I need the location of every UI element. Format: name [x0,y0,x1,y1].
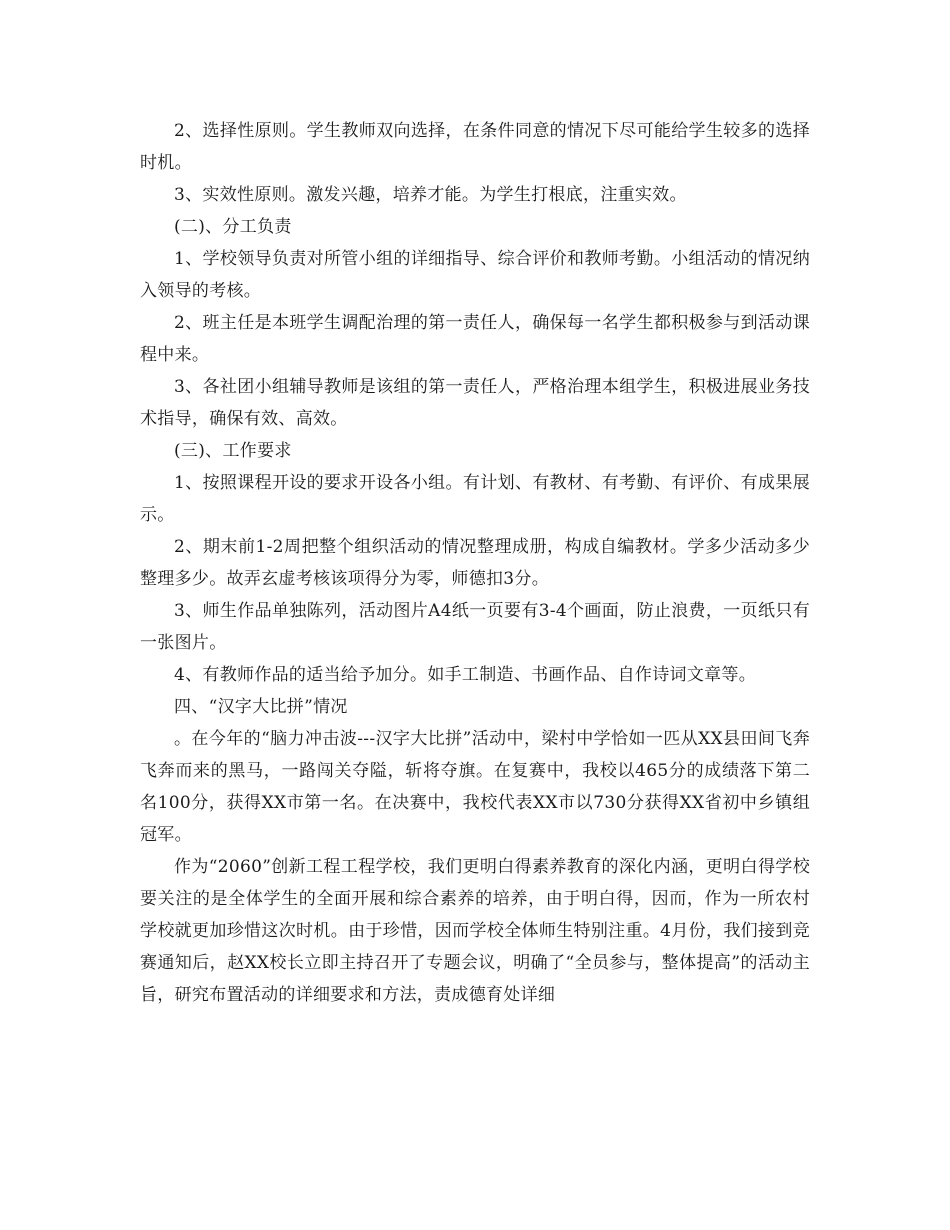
paragraph: 。在今年的“脑力冲击波---汉字大比拼”活动中，梁村中学恰如一匹从XX县田间飞奔飞奔而来的黑马，一路闯关夺隘，斩将夺旗。在复赛中，我校以465分的成绩落下第二名100分，获得XX市第一名。在决赛中，我校代表XX市以730分获得XX省初中乡镇组冠军。 [140,729,810,845]
section-heading: 四、“汉字大比拼”情况 [174,697,348,717]
paragraph: 1、按照课程开设的要求开设各小组。有计划、有教材、有考勤、有评价、有成果展示。 [140,473,810,525]
paragraph: 2、期末前1-2周把整个组织活动的情况整理成册，构成自编教材。学多少活动多少整理多少。故弄玄虚考核该项得分为零，师德扣3分。 [140,537,810,589]
section-heading: (二)、分工负责 [174,217,292,237]
section-heading: (三)、工作要求 [174,441,292,461]
paragraph: 4、有教师作品的适当给予加分。如手工制造、书画作品、自作诗词文章等。 [174,665,757,685]
document-body [140,115,810,1011]
paragraph: 2、班主任是本班学生调配治理的第一责任人，确保每一名学生都积极参与到活动课程中来。 [140,313,810,365]
paragraph: 3、实效性原则。激发兴趣，培养才能。为学生打根底，注重实效。 [174,185,687,205]
paragraph: 作为“2060”创新工程工程学校，我们更明白得素养教育的深化内涵，更明白得学校要关注的是全体学生的全面开展和综合素养的培养，由于明白得，因而，作为一所农村学校就更加珍惜这次时机。由于珍惜，因而学校全体师生特别注重。4月份，我们接到竞赛通知后，赵XX校长立即主持召开了专题会议，明确了“全员参与，整体提高”的活动主旨，研究布置活动的详细要求和方法，责成德育处详细 [140,857,810,1005]
paragraph: 3、各社团小组辅导教师是该组的第一责任人，严格治理本组学生，积极进展业务技术指导，确保有效、高效。 [140,377,810,429]
paragraph: 2、选择性原则。学生教师双向选择，在条件同意的情况下尽可能给学生较多的选择时机。 [140,121,810,173]
paragraph: 3、师生作品单独陈列，活动图片A4纸一页要有3-4个画面，防止浪费，一页纸只有一张图片。 [140,601,810,653]
paragraph: 1、学校领导负责对所管小组的详细指导、综合评价和教师考勤。小组活动的情况纳入领导的考核。 [140,249,810,301]
